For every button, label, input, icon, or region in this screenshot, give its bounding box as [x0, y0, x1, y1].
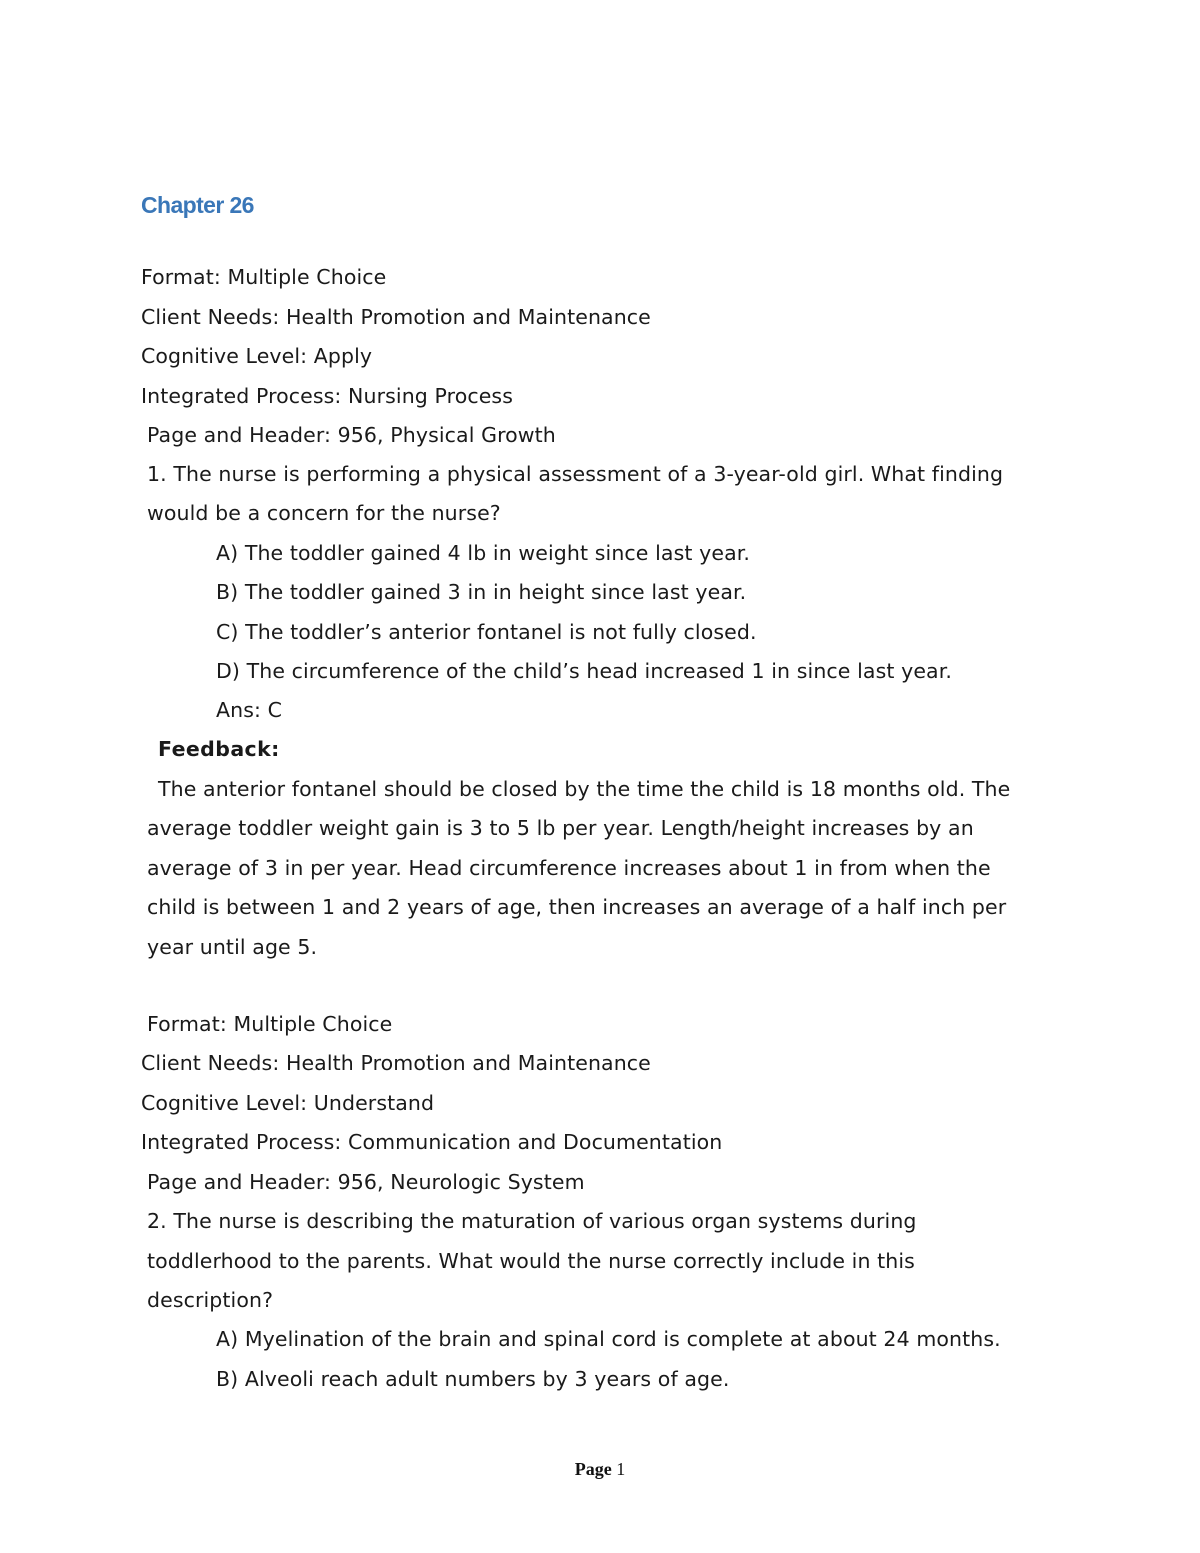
q1-feedback-line: child is between 1 and 2 years of age, then increases an average of a half inch per: [147, 895, 1007, 919]
q2-cognitive-level: Cognitive Level: Understand: [141, 1091, 435, 1115]
q1-page-header: Page and Header: 956, Physical Growth: [147, 423, 556, 447]
page-footer: [0, 1459, 1200, 1480]
q2-option-b: B) Alveoli reach adult numbers by 3 years of age.: [216, 1367, 730, 1391]
q1-format: Format: Multiple Choice: [141, 265, 387, 289]
page-label: Page: [574, 1459, 612, 1479]
q1-feedback-line: average toddler weight gain is 3 to 5 lb per year. Length/height increases by an: [147, 816, 974, 840]
q2-option-a: A) Myelination of the brain and spinal cord is complete at about 24 months.: [216, 1327, 1001, 1351]
q1-stem-line: 1. The nurse is performing a physical assessment of a 3-year-old girl. What finding: [147, 462, 1004, 486]
q1-option-b: B) The toddler gained 3 in in height since last year.: [216, 580, 747, 604]
q2-client-needs: Client Needs: Health Promotion and Maintenance: [141, 1051, 651, 1075]
q1-option-c: C) The toddler’s anterior fontanel is not fully closed.: [216, 620, 757, 644]
q1-cognitive-level: Cognitive Level: Apply: [141, 344, 373, 368]
q2-stem-line: 2. The nurse is describing the maturation of various organ systems during: [147, 1209, 917, 1233]
q1-feedback-line: year until age 5.: [147, 935, 318, 959]
q1-feedback-line: average of 3 in per year. Head circumference increases about 1 in from when the: [147, 856, 991, 880]
q1-stem-line: would be a concern for the nurse?: [147, 501, 501, 525]
q2-stem-line: description?: [147, 1288, 274, 1312]
page-number: 1: [616, 1459, 626, 1479]
q2-page-header: Page and Header: 956, Neurologic System: [147, 1170, 585, 1194]
q1-option-a: A) The toddler gained 4 lb in weight since last year.: [216, 541, 750, 565]
q1-feedback-heading: Feedback:: [158, 737, 280, 761]
q1-option-d: D) The circumference of the child’s head increased 1 in since last year.: [216, 659, 952, 683]
q2-integrated-process: Integrated Process: Communication and Documentation: [141, 1130, 723, 1154]
q1-feedback-line: The anterior fontanel should be closed by the time the child is 18 months old. The: [158, 777, 1011, 801]
q2-format: Format: Multiple Choice: [147, 1012, 393, 1036]
q1-answer: Ans: C: [216, 698, 283, 722]
chapter-title: Chapter 26: [141, 192, 254, 218]
q1-client-needs: Client Needs: Health Promotion and Maintenance: [141, 305, 651, 329]
q1-integrated-process: Integrated Process: Nursing Process: [141, 384, 513, 408]
q2-stem-line: toddlerhood to the parents. What would the nurse correctly include in this: [147, 1249, 915, 1273]
